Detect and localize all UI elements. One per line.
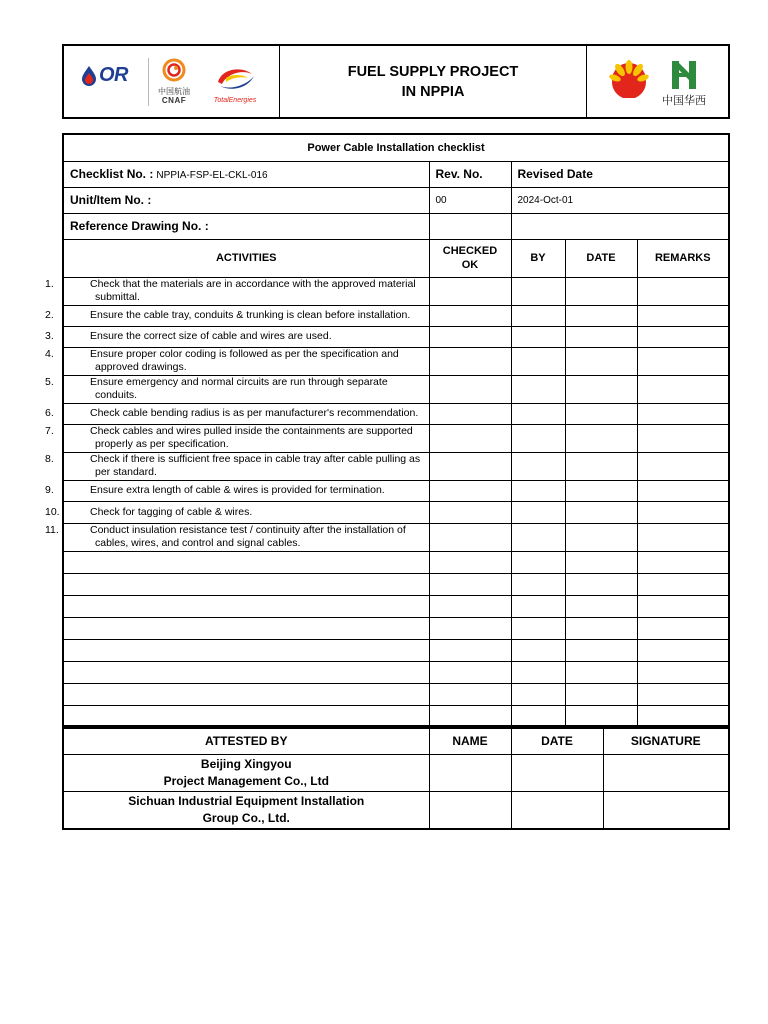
cnaf-swirl-icon (161, 58, 187, 82)
activity-number: 4. (45, 348, 54, 360)
date-header: DATE (511, 728, 603, 754)
checklist-number-label: Checklist No. : (70, 167, 154, 181)
huashi-logo (659, 60, 709, 108)
remarks-cell[interactable] (637, 501, 729, 523)
checked-ok-cell[interactable] (429, 617, 511, 639)
activity-cell[interactable] (63, 595, 429, 617)
remarks-cell[interactable] (637, 639, 729, 661)
checked-ok-cell[interactable] (429, 683, 511, 705)
remarks-cell[interactable] (637, 595, 729, 617)
checked-ok-cell[interactable] (429, 705, 511, 726)
checked-ok-cell[interactable] (429, 501, 511, 523)
activity-row (63, 277, 729, 305)
activity-text: Check that the materials are in accordance with the approved material submittal. (90, 278, 416, 303)
date-cell[interactable] (565, 705, 637, 726)
cnaf-chinese-text: 中国航油 (158, 87, 190, 96)
by-cell[interactable] (511, 347, 565, 375)
activity-cell (45, 277, 429, 305)
activity-cell (45, 375, 429, 403)
by-cell[interactable] (511, 595, 565, 617)
activity-number: 7. (45, 425, 54, 437)
column-header-date: DATE (565, 239, 637, 277)
date-cell[interactable] (565, 573, 637, 595)
remarks-cell[interactable] (637, 347, 729, 375)
activity-cell (45, 403, 429, 424)
date-cell[interactable] (565, 424, 637, 452)
checked-ok-cell[interactable] (429, 661, 511, 683)
attestation-row (63, 754, 729, 791)
activity-text: Conduct insulation resistance test / continuity after the installation of cables, wires, and control and signal cables. (90, 524, 406, 549)
checked-ok-cell[interactable] (429, 375, 511, 403)
activity-row (63, 523, 729, 551)
activity-text: Ensure the cable tray, conduits & trunking is clean before installation. (90, 309, 411, 321)
empty-row (63, 661, 729, 683)
company-name-line1: Sichuan Industrial Equipment Installation (128, 793, 365, 808)
activity-cell (45, 305, 429, 326)
activity-cell[interactable] (63, 705, 429, 726)
name-header: NAME (429, 728, 511, 754)
date-cell[interactable] (565, 551, 637, 573)
company-cell (63, 791, 429, 829)
cnpc-logo (609, 58, 649, 103)
revised-date-label: Revised Date (511, 161, 729, 187)
checked-ok-cell[interactable] (429, 326, 511, 347)
empty-row (63, 705, 729, 726)
activity-number: 6. (45, 407, 54, 419)
checklist-title: Power Cable Installation checklist (63, 134, 729, 161)
activity-row (63, 403, 729, 424)
unit-item-label: Unit/Item No. : (63, 187, 429, 213)
by-cell[interactable] (511, 661, 565, 683)
by-cell[interactable] (511, 573, 565, 595)
activity-cell (45, 347, 429, 375)
by-cell[interactable] (511, 639, 565, 661)
cnaf-logo (154, 58, 194, 105)
or-logo-text: OR (99, 64, 128, 86)
activity-cell (45, 501, 429, 523)
signature-cell[interactable] (603, 791, 729, 829)
remarks-cell[interactable] (637, 480, 729, 501)
activity-row (63, 424, 729, 452)
activity-number: 5. (45, 376, 54, 388)
company-name-line1: Beijing Xingyou (200, 756, 292, 771)
date-cell[interactable] (565, 326, 637, 347)
remarks-cell[interactable] (637, 452, 729, 480)
checked-ok-cell[interactable] (429, 305, 511, 326)
totalenergies-logo (210, 64, 260, 105)
date-cell[interactable] (511, 791, 603, 829)
activity-number: 1. (45, 278, 54, 290)
date-cell[interactable] (511, 754, 603, 791)
column-header-checked-line1: CHECKED (442, 245, 498, 257)
empty-row (63, 639, 729, 661)
remarks-cell[interactable] (637, 305, 729, 326)
activity-number: 11. (45, 524, 59, 536)
rev-no-label: Rev. No. (429, 161, 511, 187)
rev-no-value: 00 (429, 187, 511, 213)
checked-ok-cell[interactable] (429, 424, 511, 452)
document-header (62, 44, 730, 119)
activity-row (63, 501, 729, 523)
totalenergies-text: TotalEnergies (213, 97, 257, 104)
activity-text: Check for tagging of cable & wires. (90, 505, 253, 518)
project-title (280, 46, 587, 117)
or-drop-icon (80, 65, 98, 87)
remarks-cell[interactable] (637, 551, 729, 573)
by-cell[interactable] (511, 523, 565, 551)
partner-logos (64, 46, 280, 117)
activity-text: Check if there is sufficient free space in cable tray after cable pulling as per standard. (90, 453, 421, 478)
remarks-cell[interactable] (637, 375, 729, 403)
checklist-table (45, 133, 730, 727)
checklist-number-value: NPPIA-FSP-EL-CKL-016 (156, 170, 268, 181)
activity-text: Ensure proper color coding is followed as per the specification and approved drawings. (90, 348, 399, 373)
totalenergies-swirl-icon (212, 64, 258, 92)
activity-cell (45, 424, 429, 452)
signature-cell[interactable] (603, 754, 729, 791)
activity-cell[interactable] (63, 573, 429, 595)
company-name-line2: Project Management Co., Ltd (163, 773, 329, 788)
logo-divider (148, 58, 149, 106)
remarks-cell[interactable] (637, 683, 729, 705)
reference-drawing-label: Reference Drawing No. : (63, 213, 429, 239)
remarks-cell[interactable] (637, 424, 729, 452)
attested-by-header: ATTESTED BY (63, 728, 429, 754)
activity-number: 9. (45, 484, 54, 496)
activity-text: Check cable bending radius is as per manufacturer's recommendation. (90, 407, 419, 419)
checked-ok-cell[interactable] (429, 551, 511, 573)
by-cell[interactable] (511, 617, 565, 639)
by-cell[interactable] (511, 501, 565, 523)
by-cell[interactable] (511, 403, 565, 424)
column-header-activities: ACTIVITIES (63, 239, 429, 277)
activity-cell (45, 523, 429, 551)
remarks-cell[interactable] (637, 277, 729, 305)
by-cell[interactable] (511, 683, 565, 705)
reference-drawing-extra-cell[interactable] (511, 213, 729, 239)
column-header-remarks: REMARKS (637, 239, 729, 277)
reference-drawing-row (63, 213, 729, 239)
checked-ok-cell[interactable] (429, 523, 511, 551)
remarks-cell[interactable] (637, 403, 729, 424)
date-cell[interactable] (565, 480, 637, 501)
cnpc-flower-icon (609, 58, 649, 98)
column-header-row (63, 239, 729, 277)
by-cell[interactable] (511, 424, 565, 452)
attestation-header-row (63, 728, 729, 754)
activity-text: Check cables and wires pulled inside the containments are supported properly as per specification. (90, 425, 413, 450)
activity-text: Ensure emergency and normal circuits are run through separate conduits. (90, 376, 388, 401)
huashi-chinese-text: 中国华西 (662, 95, 706, 107)
contractor-logos (587, 46, 728, 117)
activity-row (63, 347, 729, 375)
activity-row (63, 326, 729, 347)
by-cell[interactable] (511, 551, 565, 573)
empty-row (63, 683, 729, 705)
by-cell[interactable] (511, 705, 565, 726)
activity-row (63, 375, 729, 403)
activity-cell (45, 452, 429, 480)
project-title-line2: IN NPPIA (401, 83, 465, 100)
activity-text: Ensure extra length of cable & wires is provided for termination. (90, 484, 385, 496)
company-name-line2: Group Co., Ltd. (202, 810, 290, 825)
date-cell[interactable] (565, 617, 637, 639)
checklist-number-row (63, 161, 729, 187)
name-cell[interactable] (429, 754, 511, 791)
activity-row (63, 452, 729, 480)
activity-number: 8. (45, 453, 54, 465)
by-cell[interactable] (511, 480, 565, 501)
remarks-cell[interactable] (637, 617, 729, 639)
date-cell[interactable] (565, 347, 637, 375)
activity-cell[interactable] (63, 617, 429, 639)
huashi-h-icon (671, 60, 697, 90)
activity-number: 10. (45, 505, 60, 518)
column-header-by: BY (511, 239, 565, 277)
remarks-cell[interactable] (637, 661, 729, 683)
signature-header: SIGNATURE (603, 728, 729, 754)
date-cell[interactable] (565, 403, 637, 424)
activity-cell[interactable] (63, 551, 429, 573)
revised-date-value: 2024-Oct-01 (511, 187, 729, 213)
by-cell[interactable] (511, 277, 565, 305)
activity-number: 2. (45, 309, 54, 321)
empty-row (63, 573, 729, 595)
date-cell[interactable] (565, 305, 637, 326)
or-logo (80, 64, 128, 87)
remarks-cell[interactable] (637, 326, 729, 347)
remarks-cell[interactable] (637, 523, 729, 551)
company-cell (63, 754, 429, 791)
checklist-number-cell (63, 161, 429, 187)
remarks-cell[interactable] (637, 705, 729, 726)
activity-cell[interactable] (63, 683, 429, 705)
unit-item-row (63, 187, 729, 213)
by-cell[interactable] (511, 326, 565, 347)
checked-ok-cell[interactable] (429, 277, 511, 305)
activity-cell (45, 480, 429, 501)
reference-drawing-value-cell[interactable] (429, 213, 511, 239)
remarks-cell[interactable] (637, 573, 729, 595)
by-cell[interactable] (511, 375, 565, 403)
column-header-checked-line2: OK (461, 259, 479, 271)
date-cell[interactable] (565, 595, 637, 617)
checked-ok-cell[interactable] (429, 573, 511, 595)
date-cell[interactable] (565, 683, 637, 705)
empty-row (63, 617, 729, 639)
column-header-checked (429, 239, 511, 277)
by-cell[interactable] (511, 305, 565, 326)
date-cell[interactable] (565, 501, 637, 523)
checked-ok-cell[interactable] (429, 480, 511, 501)
checked-ok-cell[interactable] (429, 452, 511, 480)
checklist-title-row (63, 134, 729, 161)
project-title-line1: FUEL SUPPLY PROJECT (347, 63, 519, 80)
date-cell[interactable] (565, 375, 637, 403)
checked-ok-cell[interactable] (429, 639, 511, 661)
date-cell[interactable] (565, 523, 637, 551)
activity-number: 3. (45, 330, 54, 342)
date-cell[interactable] (565, 661, 637, 683)
date-cell[interactable] (565, 452, 637, 480)
activity-cell[interactable] (63, 661, 429, 683)
activity-row (63, 305, 729, 326)
date-cell[interactable] (565, 639, 637, 661)
attestation-row (63, 791, 729, 829)
empty-row (63, 551, 729, 573)
date-cell[interactable] (565, 277, 637, 305)
activity-cell[interactable] (63, 639, 429, 661)
checked-ok-cell[interactable] (429, 347, 511, 375)
by-cell[interactable] (511, 452, 565, 480)
checked-ok-cell[interactable] (429, 595, 511, 617)
cnaf-english-text: CNAF (161, 96, 187, 105)
activity-text: Ensure the correct size of cable and wires are used. (90, 330, 332, 342)
activity-row (63, 480, 729, 501)
attestation-table (62, 727, 730, 830)
name-cell[interactable] (429, 791, 511, 829)
empty-row (63, 595, 729, 617)
checked-ok-cell[interactable] (429, 403, 511, 424)
activity-cell (45, 326, 429, 347)
